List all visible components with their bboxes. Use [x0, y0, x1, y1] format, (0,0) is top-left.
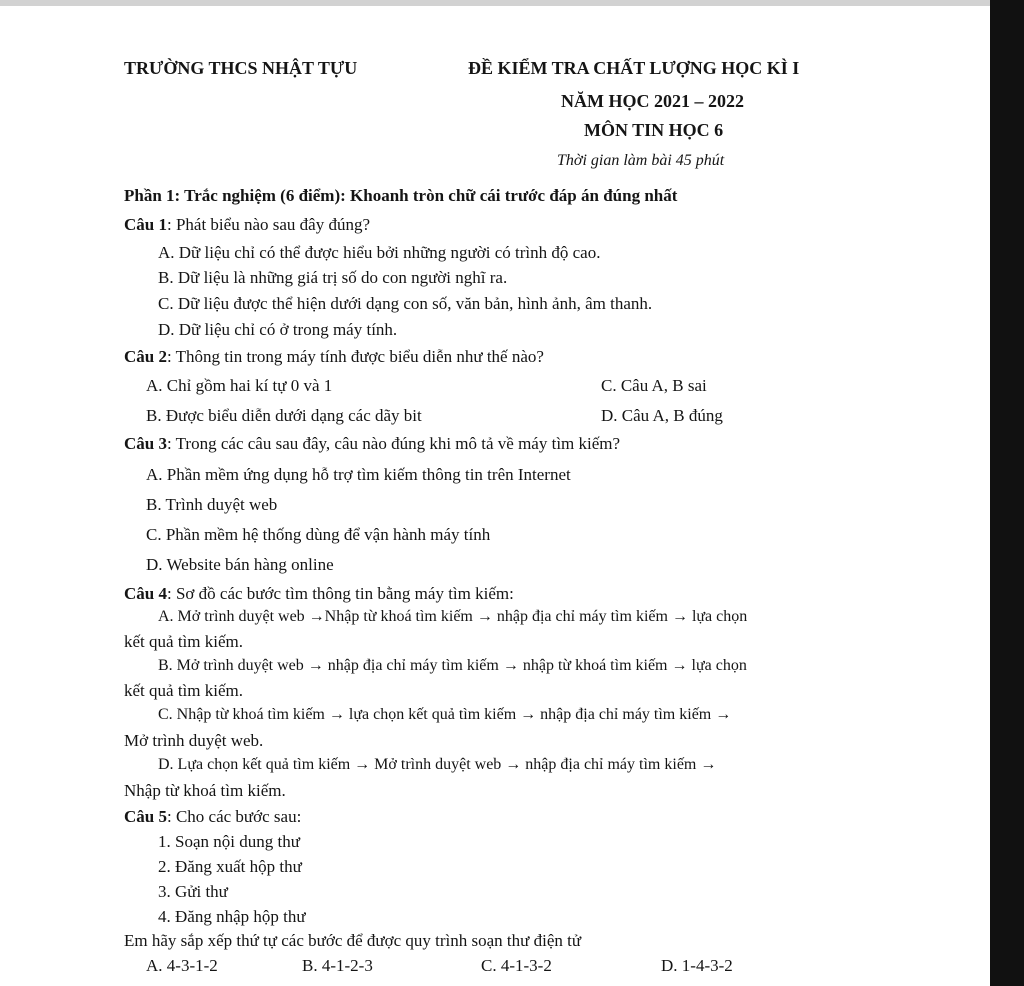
q4-option-c-cont: Mở trình duyệt web. — [124, 731, 264, 750]
q5-answer-d: D. 1-4-3-2 — [661, 956, 733, 975]
time-limit: Thời gian làm bài 45 phút — [557, 152, 725, 169]
question-4 — [124, 584, 514, 604]
q4-option-c: C. Nhập từ khoá tìm kiếm → lựa chọn kết quả tìm kiếm → nhập địa chỉ máy tìm kiếm → — [158, 706, 732, 723]
q3-option-c: C. Phần mềm hệ thống dùng để vận hành máy tính — [146, 525, 491, 544]
q4-option-a: A. Mở trình duyệt web →Nhập từ khoá tìm kiếm → nhập địa chỉ máy tìm kiếm → lựa chọn — [158, 608, 748, 625]
question-label: Câu 5 — [124, 807, 167, 826]
q5-step-1: 1. Soạn nội dung thư — [158, 832, 300, 851]
q5-step-4: 4. Đăng nhập hộp thư — [158, 907, 306, 926]
q5-answer-c: C. 4-1-3-2 — [481, 956, 552, 975]
q1-option-b: B. Dữ liệu là những giá trị số do con người nghĩ ra. — [158, 268, 508, 287]
exam-title: ĐỀ KIỂM TRA CHẤT LƯỢNG HỌC KÌ I — [468, 58, 800, 78]
q5-answer-b: B. 4-1-2-3 — [302, 956, 373, 975]
question-3 — [124, 434, 620, 454]
question-text: : Trong các câu sau đây, câu nào đúng khi mô tả về máy tìm kiếm? — [166, 434, 621, 453]
q4-option-d-cont: Nhập từ khoá tìm kiếm. — [124, 781, 286, 800]
q3-option-b: B. Trình duyệt web — [146, 495, 278, 514]
q1-option-a: A. Dữ liệu chỉ có thể được hiểu bởi những người có trình độ cao. — [158, 243, 601, 262]
question-label: Câu 2 — [124, 347, 167, 366]
q5-step-3: 3. Gửi thư — [158, 882, 228, 901]
question-text: : Phát biểu nào sau đây đúng? — [166, 215, 370, 234]
q5-step-2: 2. Đăng xuất hộp thư — [158, 857, 302, 876]
q2-option-a: A. Chỉ gồm hai kí tự 0 và 1 — [146, 376, 333, 395]
q2-option-c: C. Câu A, B sai — [601, 376, 707, 395]
q4-option-b: B. Mở trình duyệt web → nhập địa chỉ máy tìm kiếm → nhập từ khoá tìm kiếm → lựa chọn — [158, 657, 747, 674]
q1-option-d: D. Dữ liệu chỉ có ở trong máy tính. — [158, 320, 398, 339]
q3-option-a: A. Phần mềm ứng dụng hỗ trợ tìm kiếm thông tin trên Internet — [146, 465, 571, 484]
document-page — [0, 6, 990, 986]
school-year: NĂM HỌC 2021 – 2022 — [561, 91, 744, 111]
question-text: : Cho các bước sau: — [166, 807, 302, 826]
question-5 — [124, 807, 301, 827]
question-1 — [124, 215, 370, 235]
right-border — [990, 0, 1024, 986]
school-name: TRƯỜNG THCS NHẬT TỰU — [124, 58, 358, 78]
q4-option-b-cont: kết quả tìm kiếm. — [124, 681, 243, 700]
q4-option-a-cont: kết quả tìm kiếm. — [124, 632, 243, 651]
q3-option-d: D. Website bán hàng online — [146, 555, 334, 574]
subject: MÔN TIN HỌC 6 — [584, 120, 724, 140]
question-2 — [124, 347, 544, 367]
q5-prompt: Em hãy sắp xếp thứ tự các bước để được quy trình soạn thư điện tử — [124, 931, 582, 950]
question-label: Câu 3 — [124, 434, 167, 453]
part1-title: Phần 1: Trắc nghiệm (6 điểm): Khoanh tròn chữ cái trước đáp án đúng nhất — [124, 186, 678, 205]
question-label: Câu 1 — [124, 215, 167, 234]
q2-option-b: B. Được biểu diễn dưới dạng các dãy bit — [146, 406, 422, 425]
q5-answer-a: A. 4-3-1-2 — [146, 956, 218, 975]
question-text: : Thông tin trong máy tính được biểu diễn như thế nào? — [166, 347, 544, 366]
q1-option-c: C. Dữ liệu được thể hiện dưới dạng con số, văn bản, hình ảnh, âm thanh. — [158, 294, 653, 313]
q4-option-d: D. Lựa chọn kết quả tìm kiếm → Mở trình duyệt web → nhập địa chỉ máy tìm kiếm → — [158, 756, 717, 773]
question-text: : Sơ đồ các bước tìm thông tin bằng máy tìm kiếm: — [166, 584, 514, 603]
question-label: Câu 4 — [124, 584, 167, 603]
q2-option-d: D. Câu A, B đúng — [601, 406, 723, 425]
